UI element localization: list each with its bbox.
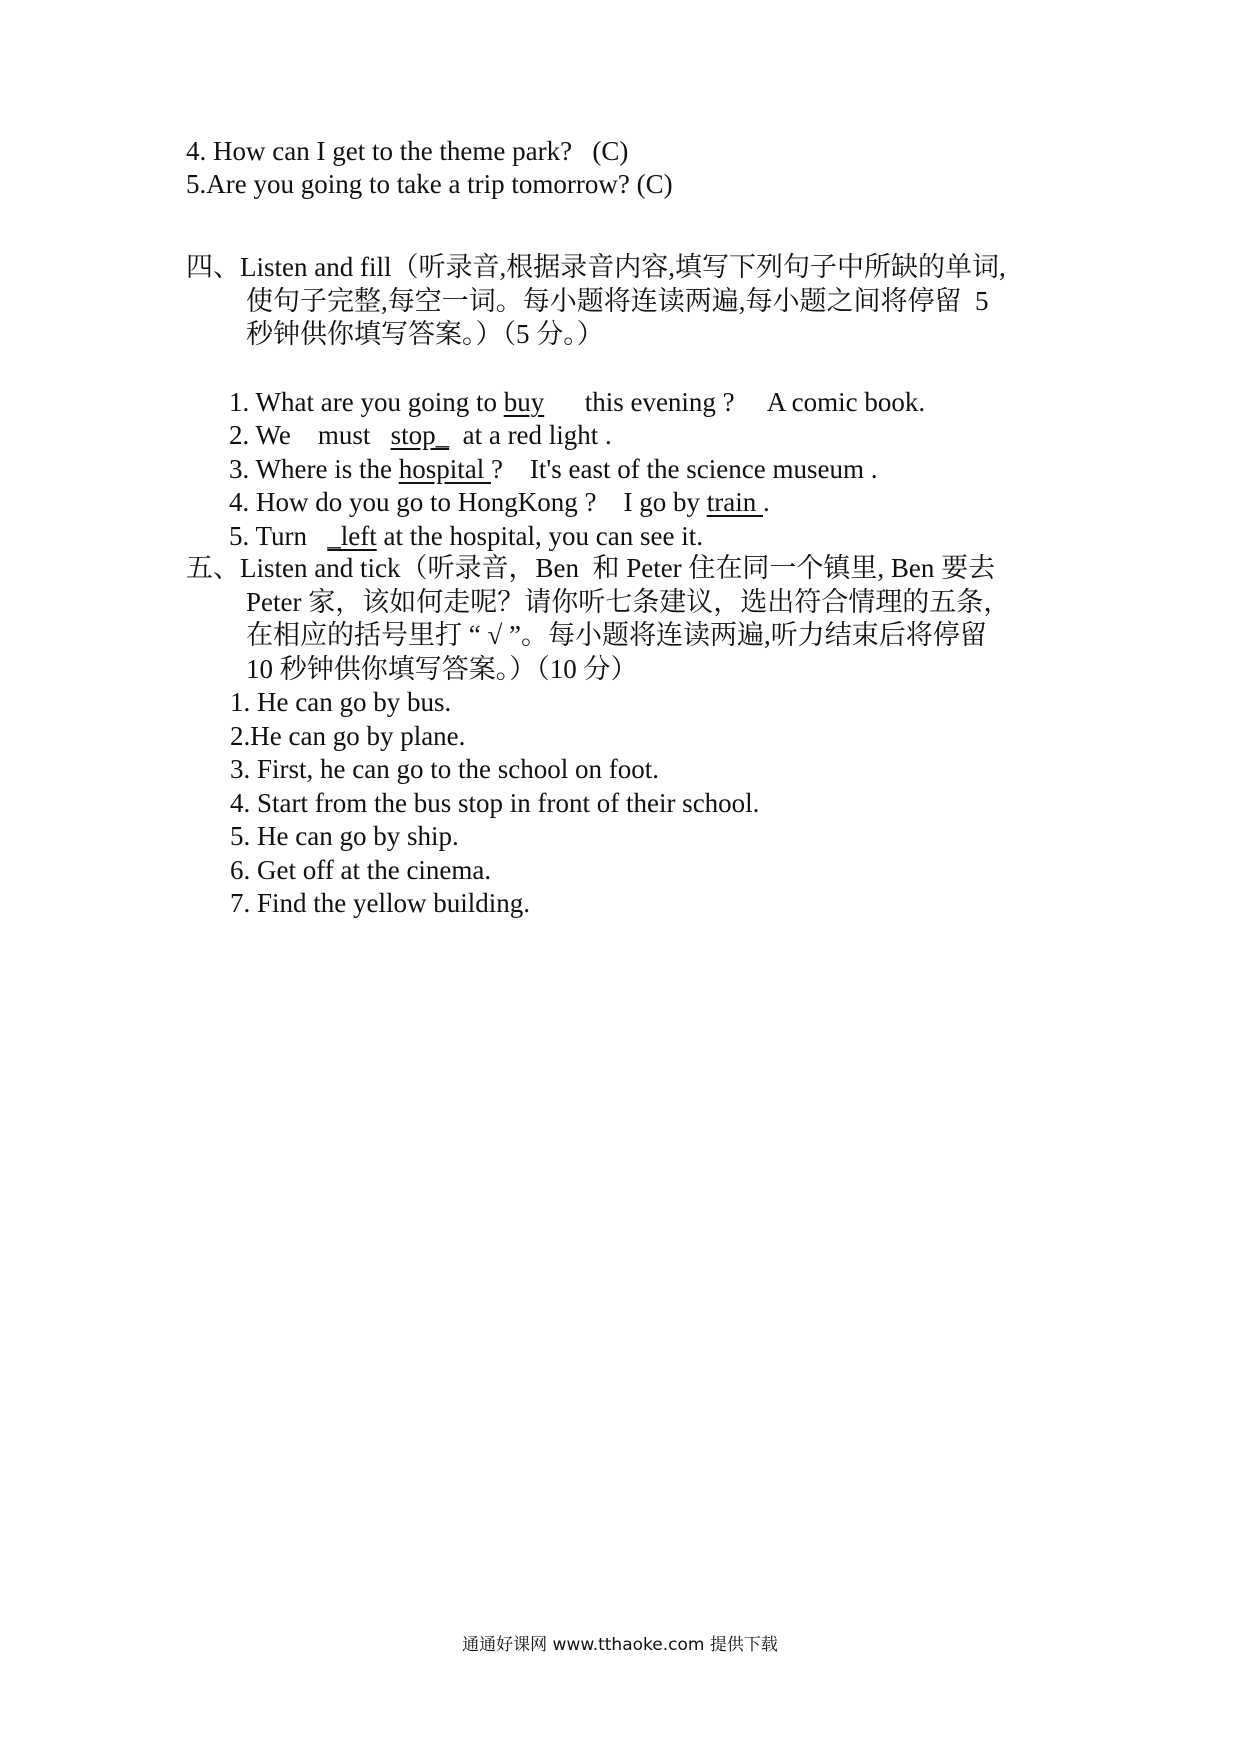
item-text-before: 5. Turn [229, 521, 328, 551]
item-text-before: 4. How do you go to HongKong ? I go by [229, 487, 707, 517]
item-text-before: 3. Where is the [229, 454, 399, 484]
item-text-before: 1. What are you going to [229, 387, 504, 417]
section5-item-6: 6. Get off at the cinema. [230, 855, 492, 885]
answer-blank: train [706, 487, 763, 517]
answer-blank: stop_ [390, 420, 450, 450]
section5-heading-line3: 在相应的括号里打 “ √ ”。每小题将连读两遍,听力结束后将停留 [246, 620, 987, 650]
item-text-after: ? It's east of the science museum . [490, 454, 878, 484]
item-text-after: this evening ? A comic book. [544, 387, 926, 417]
section5-item-4: 4. Start from the bus stop in front of their school. [230, 788, 760, 818]
section5-heading-line2: Peter 家，该如何走呢？请你听七条建议，选出符合情理的五条， [246, 587, 1011, 617]
section4-heading-line1: 四、Listen and fill（听录音,根据录音内容,填写下列句子中所缺的单词, [186, 252, 1006, 282]
item-text-after: at a red light . [449, 420, 612, 450]
section5-item-7: 7. Find the yellow building. [230, 888, 530, 918]
section3-question-5: 5.Are you going to take a trip tomorrow? (C) [186, 169, 673, 199]
section5-item-2: 2.He can go by plane. [230, 721, 466, 751]
answer-blank: hospital [398, 454, 491, 484]
section5-heading-line4: 10 秒钟供你填写答案。）（10 分） [246, 654, 638, 684]
section5-item-5: 5. He can go by ship. [230, 821, 459, 851]
footer-credit: 通通好课网 www.tthaoke.com 提供下载 [462, 1635, 778, 1655]
item-text-after: . [762, 487, 770, 517]
item-text-after: at the hospital, you can see it. [376, 521, 703, 551]
section5-heading-line1: 五、Listen and tick（听录音，Ben 和 Peter 住在同一个镇里, Ben 要去 [186, 553, 996, 583]
item-text-before: 2. We must [229, 420, 391, 450]
answer-blank: _left [327, 521, 377, 551]
section5-item-3: 3. First, he can go to the school on foot. [230, 754, 659, 784]
section3-question-4: 4. How can I get to the theme park? (C) [186, 136, 629, 166]
section4-heading-line2: 使句子完整,每空一词。每小题将连读两遍,每小题之间将停留 5 [246, 286, 989, 316]
section5-item-1: 1. He can go by bus. [230, 687, 452, 717]
section4-heading-line3: 秒钟供你填写答案。）（5 分。） [246, 319, 604, 349]
answer-blank: buy [503, 387, 545, 417]
